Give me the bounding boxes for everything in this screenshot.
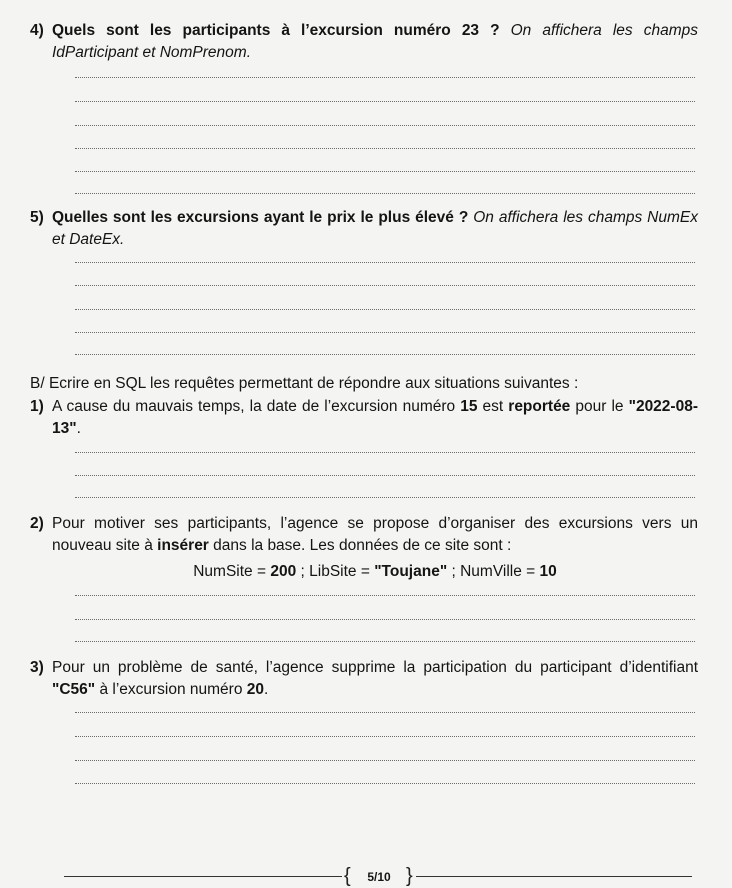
site-data-label-numville: ; NumVille = (447, 563, 540, 580)
question-b1 (30, 396, 698, 440)
question-b1-text: A cause du mauvais temps, la date de l’excursion numéro (52, 398, 461, 415)
question-b1-text-c: pour le (570, 398, 629, 415)
footer-rule-left (64, 876, 342, 877)
answer-line (75, 475, 695, 476)
answer-line (75, 595, 695, 596)
question-b3-text-c: . (264, 681, 269, 698)
answer-line (75, 171, 695, 172)
question-4-text-b: ? (479, 22, 511, 39)
question-b3-text: Pour un problème de santé, l’agence supprime la participation du participant d’identifiant (52, 659, 698, 676)
site-data-label-numsite: NumSite = (193, 563, 271, 580)
answer-line (75, 641, 695, 642)
question-b1-number: 1) (30, 398, 44, 415)
question-b1-date: "2022-08-13" (52, 398, 698, 437)
question-4-number: 4) (30, 22, 44, 39)
answer-line (75, 452, 695, 453)
answer-line (75, 736, 695, 737)
answer-line (75, 77, 695, 78)
question-5-text: Quelles sont les excursions ayant le prix le plus élevé ? (52, 209, 474, 226)
question-4-excursion-number: 23 (461, 22, 480, 39)
section-b-title: B/ Ecrire en SQL les requêtes permettant de répondre aux situations suivantes : (30, 375, 579, 392)
footer-rule-right (416, 876, 692, 877)
answer-line (75, 309, 695, 310)
question-4 (30, 20, 698, 64)
answer-line (75, 332, 695, 333)
answer-line (75, 193, 695, 194)
answer-line (75, 760, 695, 761)
question-b1-text-d: . (76, 420, 81, 437)
answer-line (75, 619, 695, 620)
answer-line (75, 125, 695, 126)
footer-brace-right: } (406, 865, 413, 887)
question-b3-number: 3) (30, 659, 44, 676)
question-b3 (30, 657, 698, 701)
answer-line (75, 148, 695, 149)
question-b2-number: 2) (30, 515, 44, 532)
footer-brace-left: { (344, 865, 351, 887)
site-data-numsite: 200 (270, 563, 297, 580)
site-data-libsite: "Toujane" (374, 563, 448, 580)
question-b3-text-b: à l’excursion numéro (95, 681, 247, 698)
site-data (52, 561, 698, 583)
answer-line (75, 101, 695, 102)
answer-line (75, 354, 695, 355)
site-data-label-libsite: ; LibSite = (296, 563, 375, 580)
question-b2-text: Pour motiver ses participants, l’agence se propose d’organiser des excursions vers un nouveau site à (52, 515, 698, 554)
page-number: 5/10 (367, 870, 391, 884)
question-5 (30, 207, 698, 251)
answer-line (75, 285, 695, 286)
answer-line (75, 783, 695, 784)
question-5-instruction: On affichera les champs NumEx et DateEx. (52, 209, 698, 248)
answer-line (75, 497, 695, 498)
question-b1-text-b: est (477, 398, 509, 415)
question-5-number: 5) (30, 209, 44, 226)
question-4-text: Quels sont les participants à l’excursion numéro (52, 22, 462, 39)
question-b2 (30, 513, 698, 557)
question-b3-excursion-number: 20 (246, 681, 265, 698)
question-b2-keyword: insérer (157, 537, 209, 554)
answer-line (75, 712, 695, 713)
question-b1-keyword: reportée (508, 398, 571, 415)
question-b2-text-b: dans la base. Les données de ce site sont : (208, 537, 512, 554)
question-b1-excursion-number: 15 (460, 398, 478, 415)
answer-line (75, 262, 695, 263)
question-4-instruction: On affichera les champs IdParticipant et NomPrenom. (52, 22, 698, 61)
site-data-numville: 10 (539, 563, 557, 580)
question-b3-participant-id: "C56" (52, 681, 96, 698)
